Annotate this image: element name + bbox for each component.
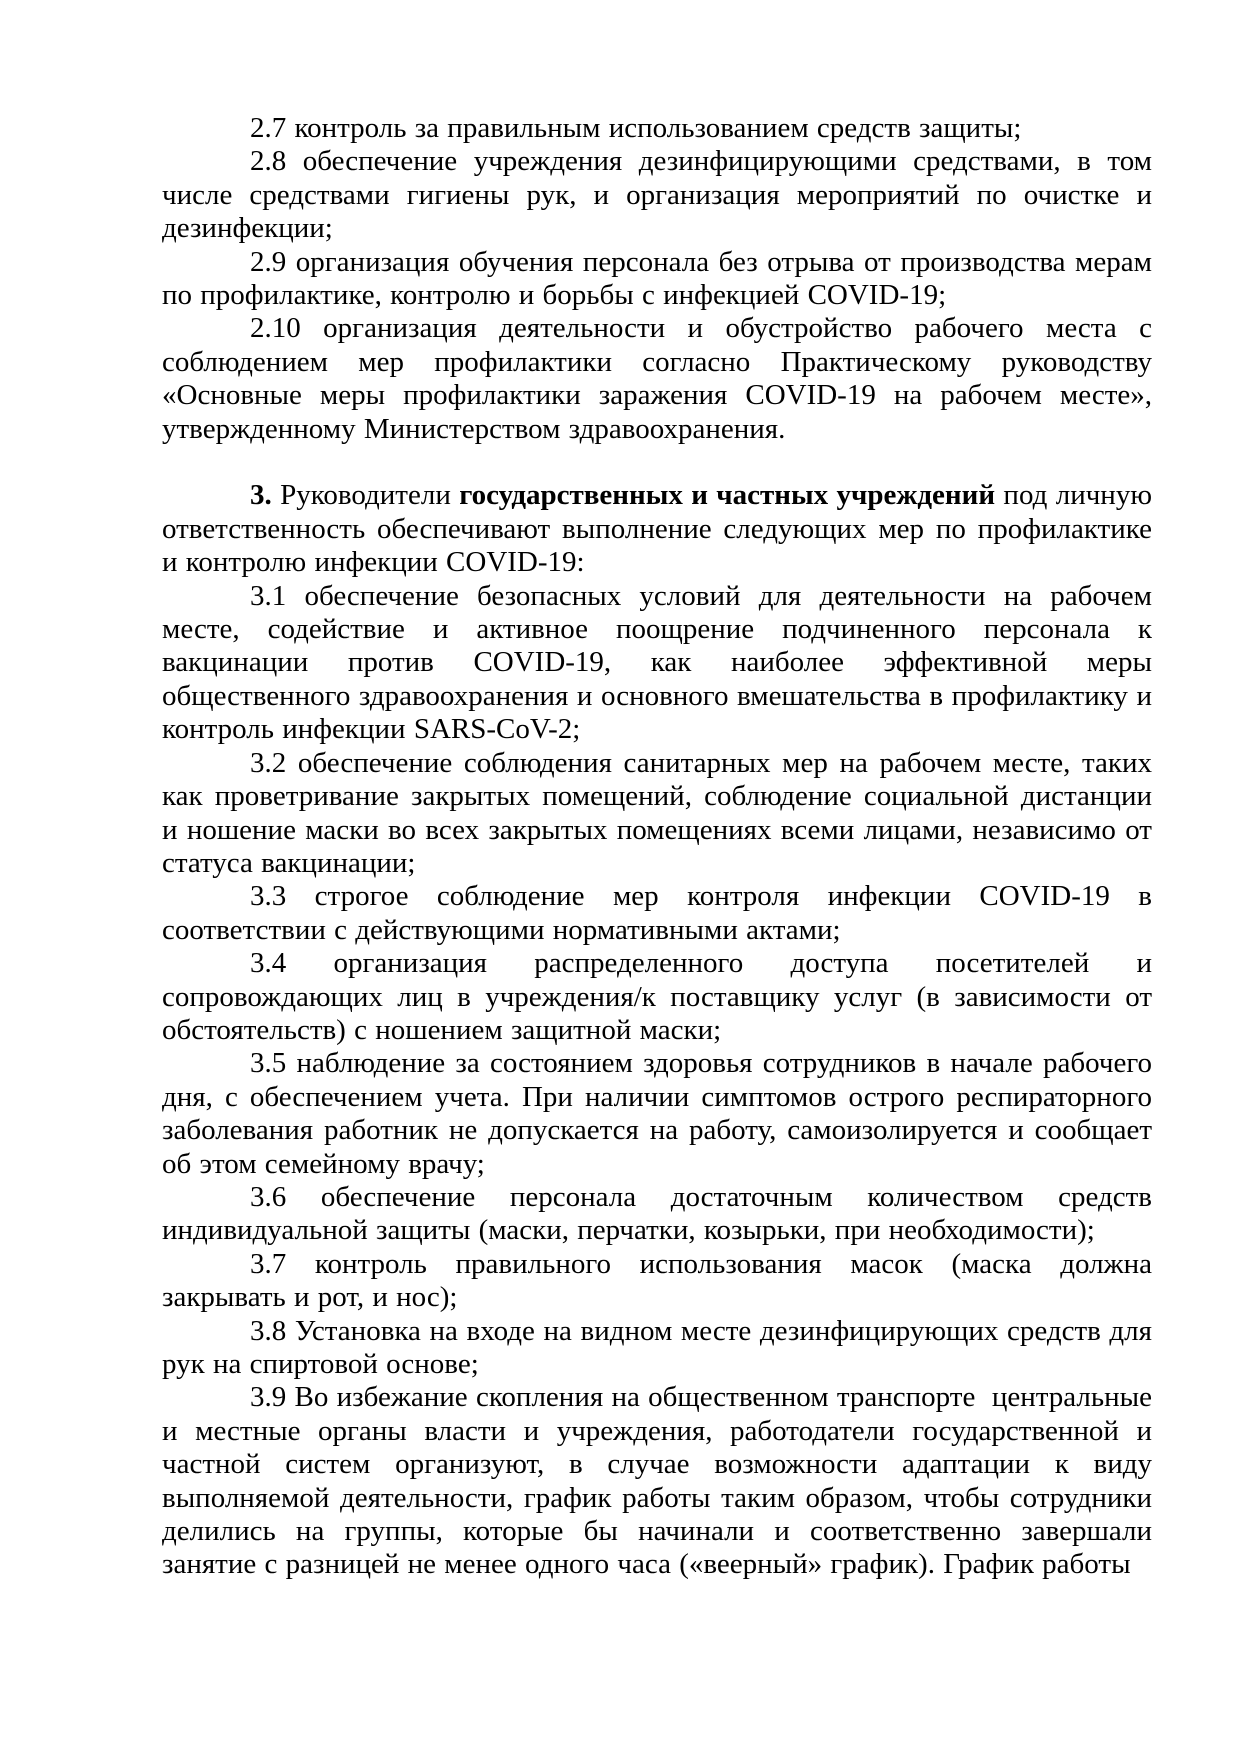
- text-run: 3.1 обеспечение безопасных условий для деятельности на рабочем месте, содействие и активное поощрение подчиненного персонала к вакцинации против COVID-19, как наиболее эффективной меры общественного здравоохранения и основного вмешательства в профилактику и контроль инфекции SARS-CoV-2;: [162, 579, 1152, 746]
- paragraph-item-2-9: [162, 246, 1152, 313]
- paragraph-item-3-8: [162, 1315, 1152, 1382]
- paragraph-item-3-3: [162, 880, 1152, 947]
- paragraph-item-3-9: [162, 1381, 1152, 1581]
- text-run: Руководители: [271, 479, 460, 512]
- text-run: 2.9 организация обучения персонала без отрыва от производства мерам по профилактике, контролю и борьбы с инфекцией COVID-19;: [162, 245, 1152, 312]
- text-run: 3.6 обеспечение персонала достаточным количеством средств индивидуальной защиты (маски, перчатки, козырьки, при необходимости);: [162, 1180, 1152, 1247]
- paragraph-item-3-6: [162, 1181, 1152, 1248]
- paragraph-item-3-4: [162, 947, 1152, 1047]
- text-run: 2.8 обеспечение учреждения дезинфицирующими средствами, в том числе средствами гигиены рук, и организация мероприятий по очистке и дезинфекции;: [162, 145, 1152, 245]
- paragraph-item-3-1: [162, 580, 1152, 747]
- document-body: [162, 112, 1152, 1582]
- paragraph-item-3-5: [162, 1047, 1152, 1181]
- paragraph-item-2-7: [162, 112, 1152, 145]
- text-run: под личную ответственность обеспечивают выполнение следующих мер по профилактике и контролю инфекции COVID-19:: [162, 479, 1152, 579]
- paragraph-item-3-7: [162, 1248, 1152, 1315]
- paragraph-item-3: [162, 479, 1152, 579]
- text-run: 3.8 Установка на входе на видном месте дезинфицирующих средств для рук на спиртовой основе;: [162, 1314, 1152, 1381]
- text-run: 3.2 обеспечение соблюдения санитарных мер на рабочем месте, таких как проветривание закрытых помещений, соблюдение социальной дистанции и ношение маски во всех закрытых помещениях всеми лицами, независимо от статуса вакцинации;: [162, 746, 1152, 879]
- bold-text-run: 3.: [250, 479, 272, 512]
- text-run: 2.7 контроль за правильным использованием средств защиты;: [250, 112, 1022, 144]
- paragraph-item-2-10: [162, 312, 1152, 446]
- text-run: 3.3 строгое соблюдение мер контроля инфекции COVID-19 в соответствии с действующими нормативными актами;: [162, 880, 1152, 946]
- text-run: 3.4 организация распределенного доступа посетителей и сопровождающих лиц в учреждения/к поставщику услуг (в зависимости от обстоятельств) с ношением защитной маски;: [162, 947, 1152, 1046]
- text-run: 2.10 организация деятельности и обустройство рабочего места с соблюдением мер профилактики согласно Практическому руководству «Основные меры профилактики заражения COVID-19 на рабочем месте», утвержденному Министерством здравоохранения.: [162, 312, 1152, 445]
- bold-text-run: государственных и частных учреждений: [459, 479, 996, 512]
- text-run: 3.7 контроль правильного использования масок (маска должна закрывать и рот, и нос);: [162, 1247, 1152, 1314]
- paragraph-item-2-8: [162, 145, 1152, 245]
- text-run: 3.5 наблюдение за состоянием здоровья сотрудников в начале рабочего дня, с обеспечением учета. При наличии симптомов острого респираторного заболевания работник не допускается на работу, самоизолируется и сообщает об этом семейному врачу;: [162, 1047, 1152, 1180]
- paragraph-item-3-2: [162, 747, 1152, 881]
- paragraph-spacer: [162, 446, 1152, 479]
- text-run: 3.9 Во избежание скопления на общественном транспорте центральные и местные органы власти и учреждения, работодатели государственной и частной систем организуют, в случае возможности адаптации к виду выполняемой деятельности, график работы таким образом, чтобы сотрудники делились на группы, которые бы начинали и соответственно завершали занятие с разницей не менее одного часа («веерный» график). График работы: [162, 1381, 1152, 1581]
